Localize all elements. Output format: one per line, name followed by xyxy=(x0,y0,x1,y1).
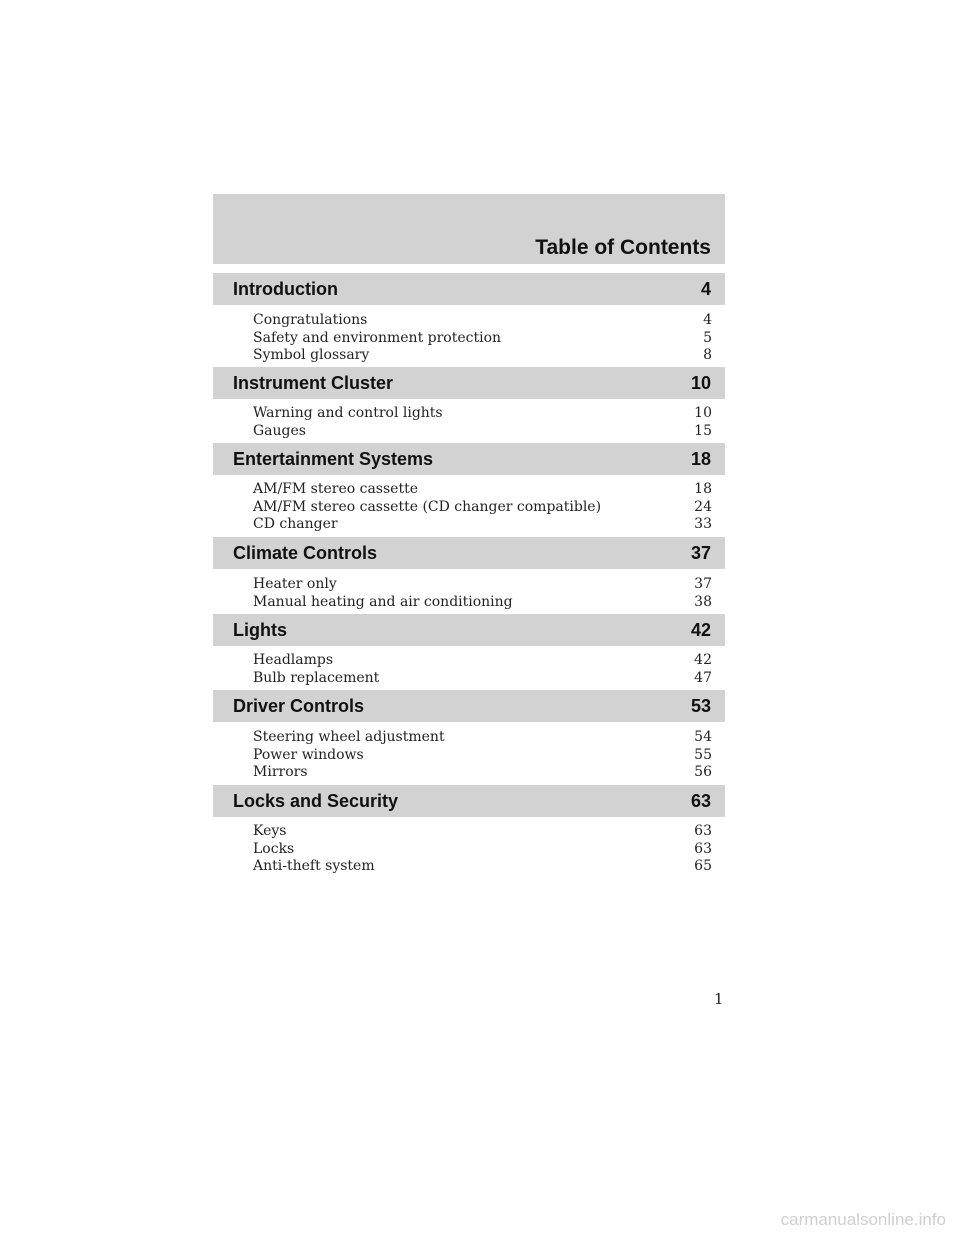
toc-entry[interactable] xyxy=(253,747,712,765)
section-climate-controls-entries xyxy=(253,576,712,611)
entry-label: Headlamps xyxy=(253,652,334,668)
toc-entry[interactable] xyxy=(253,576,712,594)
entry-page: 15 xyxy=(694,422,712,439)
entry-label: Heater only xyxy=(253,576,337,592)
toc-entry[interactable] xyxy=(253,516,712,534)
entry-page: 63 xyxy=(694,823,712,839)
section-page: 18 xyxy=(690,449,711,469)
section-climate-controls[interactable] xyxy=(213,537,725,569)
entry-page: 24 xyxy=(694,498,712,515)
watermark: carmanualsonline.info xyxy=(780,1210,946,1229)
section-title: Climate Controls xyxy=(233,543,378,563)
entry-label: AM/FM stereo cassette (CD changer compatible) xyxy=(253,498,602,515)
toc-entry[interactable] xyxy=(253,312,712,330)
entry-label: Anti-theft system xyxy=(253,858,375,874)
entry-label: Mirrors xyxy=(253,764,308,780)
toc-entry[interactable] xyxy=(253,347,712,365)
entry-page: 4 xyxy=(703,312,712,328)
entry-page: 5 xyxy=(703,329,712,346)
entry-page: 18 xyxy=(694,481,712,497)
entry-label: Locks xyxy=(253,840,295,857)
section-locks-and-security[interactable] xyxy=(213,785,725,817)
section-entertainment-systems[interactable] xyxy=(213,443,725,475)
section-introduction[interactable] xyxy=(213,273,725,305)
entry-page: 54 xyxy=(694,729,712,745)
entry-page: 8 xyxy=(703,347,712,363)
section-driver-controls[interactable] xyxy=(213,690,725,722)
entry-page: 10 xyxy=(694,405,712,421)
section-title: Instrument Cluster xyxy=(233,373,394,393)
entry-page: 56 xyxy=(694,764,712,780)
section-title: Lights xyxy=(233,620,287,640)
entry-label: Gauges xyxy=(253,422,306,439)
page-title: Table of Contents xyxy=(535,236,711,259)
section-driver-controls-entries xyxy=(253,729,712,782)
section-instrument-cluster-entries xyxy=(253,405,712,440)
entry-label: Safety and environment protection xyxy=(253,329,502,346)
toc-entry[interactable] xyxy=(253,423,712,441)
page-number: 1 xyxy=(714,990,724,1008)
entry-page: 65 xyxy=(694,858,712,874)
entry-page: 37 xyxy=(694,576,712,592)
section-entertainment-systems-entries xyxy=(253,481,712,534)
entry-label: AM/FM stereo cassette xyxy=(253,481,418,497)
toc-entry[interactable] xyxy=(253,729,712,747)
entry-page: 38 xyxy=(694,593,712,610)
toc-entry[interactable] xyxy=(253,330,712,348)
section-page: 42 xyxy=(690,620,711,640)
entry-label: Warning and control lights xyxy=(253,405,443,421)
entry-label: Bulb replacement xyxy=(253,669,380,686)
entry-label: Symbol glossary xyxy=(253,347,370,363)
toc-entry[interactable] xyxy=(253,594,712,612)
entry-page: 42 xyxy=(694,652,712,668)
section-title: Driver Controls xyxy=(233,696,365,716)
toc-entry[interactable] xyxy=(253,823,712,841)
toc-entry[interactable] xyxy=(253,481,712,499)
section-lights-entries xyxy=(253,652,712,687)
entry-label: Manual heating and air conditioning xyxy=(253,593,513,610)
entry-label: Steering wheel adjustment xyxy=(253,729,445,745)
section-page: 4 xyxy=(700,279,711,299)
section-title: Introduction xyxy=(233,279,338,299)
section-locks-and-security-entries xyxy=(253,823,712,876)
toc-header xyxy=(213,194,725,264)
toc-entry[interactable] xyxy=(253,841,712,859)
section-title: Entertainment Systems xyxy=(233,449,434,469)
entry-page: 33 xyxy=(694,516,712,532)
entry-label: Congratulations xyxy=(253,312,368,328)
entry-page: 63 xyxy=(694,840,712,857)
entry-page: 47 xyxy=(694,669,712,686)
toc-entry[interactable] xyxy=(253,499,712,517)
toc-entry[interactable] xyxy=(253,858,712,876)
entry-label: Keys xyxy=(253,823,287,839)
section-page: 53 xyxy=(690,696,711,716)
section-page: 10 xyxy=(690,373,711,393)
section-instrument-cluster[interactable] xyxy=(213,367,725,399)
entry-label: CD changer xyxy=(253,516,338,532)
toc-entry[interactable] xyxy=(253,670,712,688)
section-page: 63 xyxy=(690,791,711,811)
toc-entry[interactable] xyxy=(253,405,712,423)
toc-entry[interactable] xyxy=(253,764,712,782)
section-introduction-entries xyxy=(253,312,712,365)
entry-page: 55 xyxy=(694,746,712,763)
section-title: Locks and Security xyxy=(233,791,399,811)
toc-entry[interactable] xyxy=(253,652,712,670)
entry-label: Power windows xyxy=(253,746,364,763)
section-lights[interactable] xyxy=(213,614,725,646)
section-page: 37 xyxy=(690,543,711,563)
